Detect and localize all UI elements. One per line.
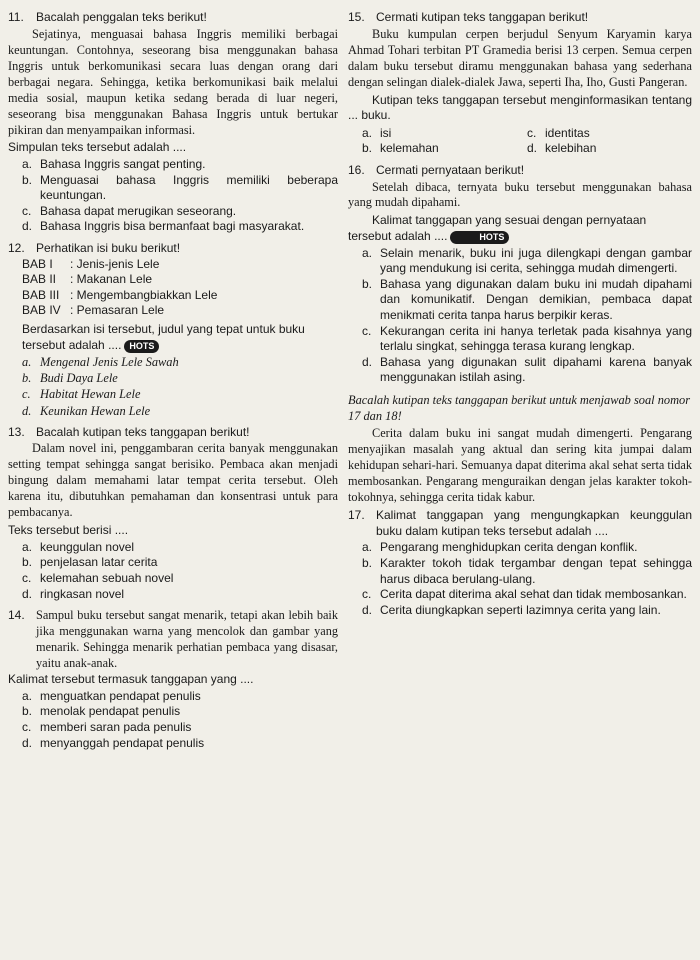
question-number: 13. <box>8 424 25 439</box>
option-c[interactable]: c. Habitat Hewan Lele <box>22 387 141 402</box>
option-b[interactable]: b. Menguasai bahasa Inggris memiliki beberapa keuntungan. <box>22 172 338 203</box>
bab-row: BAB I : Jenis-jenis Lele <box>22 256 160 271</box>
option-b[interactable]: b. kelemahan <box>362 141 439 156</box>
option-a[interactable]: a. isi <box>362 125 392 140</box>
options <box>22 157 338 235</box>
question-number: 16. <box>348 162 365 177</box>
option-c[interactable]: c. kelemahan sebuah novel <box>22 571 174 585</box>
question-text: Kalimat tanggapan yang mengungkapkan keunggulan buku dalam kutipan teks tersebut adalah .... <box>376 508 692 538</box>
hots-badge: HOTS <box>450 231 509 244</box>
option-a[interactable]: a. Bahasa Inggris sangat penting. <box>22 157 206 172</box>
question-number: 15. <box>348 10 365 24</box>
question-prompt: Bacalah penggalan teks berikut! <box>36 10 207 24</box>
option-d[interactable]: d. menyanggah pendapat penulis <box>22 735 205 750</box>
question-text: Teks tersebut berisi .... <box>8 523 129 538</box>
options <box>22 540 338 602</box>
bab-row: BAB II : Makanan Lele <box>22 272 153 287</box>
options <box>22 689 338 751</box>
options <box>362 246 692 386</box>
question-prompt: Cermati pernyataan berikut! <box>376 162 525 177</box>
option-b[interactable]: b. Karakter tokoh tidak tergambar dengan tepat sehingga harus dibaca berulang-ulang. <box>362 555 692 586</box>
option-c[interactable]: c. memberi saran pada penulis <box>22 719 192 734</box>
question-prompt: Cermati kutipan teks tanggapan berikut! <box>376 10 589 24</box>
question-text: Berdasarkan isi tersebut, judul yang tepat untuk buku tersebut adalah .... HOTS <box>22 322 305 352</box>
question-number: 14. <box>8 608 25 623</box>
option-b[interactable]: b. menolak pendapat penulis <box>22 704 181 719</box>
shared-passage: Cerita dalam buku ini sangat mudah dimengerti. Pengarang menyajikan masalah yang aktual dan sering kita jumpai dalam kehidupan sehari-hari. Semuanya dapat diterima akal sehat serta tidak membosankan. Pengarang menguraikan dengan jelas karakter tokoh-tokohnya, sehingga cerita tidak kabur. <box>348 426 692 505</box>
options <box>362 540 692 618</box>
hots-badge: HOTS <box>124 340 159 353</box>
option-c[interactable]: c. Kekurangan cerita ini hanya terletak pada kisahnya yang terlalu singkat, sehingga terasa kurang lengkap. <box>362 323 692 354</box>
left-column <box>8 10 338 757</box>
option-a[interactable]: a. menguatkan pendapat penulis <box>22 688 201 703</box>
option-a[interactable]: a. Pengarang menghidupkan cerita dengan konflik. <box>362 540 638 555</box>
option-c[interactable]: c. Cerita dapat diterima akal sehat dan tidak membosankan. <box>362 587 687 602</box>
option-d[interactable]: d. kelebihan <box>527 141 597 156</box>
option-a[interactable]: a. keunggulan novel <box>22 539 135 554</box>
option-d[interactable]: d. Bahasa yang digunakan sulit dipahami karena banyak menggunakan istilah asing. <box>362 354 692 385</box>
question-text: Kutipan teks tanggapan tersebut menginformasikan tentang ... buku. <box>348 92 692 123</box>
question-prompt: Bacalah kutipan teks tanggapan berikut! <box>36 424 250 439</box>
question-text: Simpulan teks tersebut adalah .... <box>8 140 187 155</box>
question-15 <box>348 10 692 157</box>
bab-row: BAB III : Mengembangbiakkan Lele <box>22 287 218 302</box>
option-d[interactable]: d. ringkasan novel <box>22 586 125 601</box>
passage: Sejatinya, menguasai bahasa Inggris memiliki berbagai keuntungan. Contohnya, seseorang bisa menggunakan bahasa Inggris untuk berkomunikasi secara luas dengan orang dari berbagai negara. Sehingga, ketika berkomunikasi baik melalui media sosial, maupun ketika sedang berada di luar negeri, seseorang bisa menggunakan Bahasa Inggris untuk bertukar pikiran dan menyampaikan informasi. <box>8 26 338 137</box>
options <box>362 126 692 157</box>
option-b[interactable]: b. Bahasa yang digunakan dalam buku ini mudah dipahami dan komunikatif. Dengan demikian, pembaca dapat menikmati cerita tanpa harus berpikir keras. <box>362 276 692 323</box>
question-number: 17. <box>348 508 365 523</box>
question-14 <box>8 608 338 751</box>
passage: Buku kumpulan cerpen berjudul Senyum Karyamin karya Ahmad Tohari terbitan PT Gramedia berisi 13 cerpen. Semua cerpen dalam buku tersebut diramu menggunakan bahasa yang sederhana dengan selingan dialek-dialek Jawa, seperti Iha, Iho, Gusti Pangeran. <box>348 26 692 89</box>
passage: Sampul buku tersebut sangat menarik, tetapi akan lebih baik jika menggunakan warna yang mencolok dan gambar yang menarik. Sehingga menarik perhatian pembaca yang disasar, yaitu anak-anak. <box>36 608 338 671</box>
instruction: Bacalah kutipan teks tanggapan berikut untuk menjawab soal nomor 17 dan 18! <box>348 393 691 424</box>
question-number: 11. <box>8 10 24 24</box>
passage: Dalam novel ini, penggambaran cerita banyak menggunakan setting tempat sehingga sangat berisiko. Pembaca akan menjadi bingung dalam memahami latar tempat cerita tersebut. Oleh karena itu, dibutuhkan pemahaman dan konsentrasi untuk para pembacanya. <box>8 441 338 520</box>
right-column <box>348 10 692 624</box>
option-a[interactable]: a. Mengenal Jenis Lele Sawah <box>22 355 179 370</box>
option-b[interactable]: b. penjelasan latar cerita <box>22 555 158 570</box>
question-16 <box>348 163 692 386</box>
option-c[interactable]: c. identitas <box>527 125 590 140</box>
question-12 <box>8 241 338 419</box>
option-c[interactable]: c. Bahasa dapat merugikan seseorang. <box>22 203 237 218</box>
option-a[interactable]: a. Selain menarik, buku ini juga dilengkapi dengan gambar yang mendukung isi cerita, sehingga mudah dimengerti. <box>362 245 692 276</box>
option-d[interactable]: d. Bahasa Inggris bisa bermanfaat bagi masyarakat. <box>22 219 305 234</box>
question-number: 12. <box>8 241 25 256</box>
bab-row: BAB IV : Pemasaran Lele <box>22 303 165 318</box>
option-d[interactable]: d. Cerita diungkapkan seperti lazimnya cerita yang lain. <box>362 602 661 617</box>
question-17 <box>348 508 692 618</box>
question-13 <box>8 425 338 602</box>
question-text: Kalimat tersebut termasuk tanggapan yang .... <box>8 672 254 687</box>
book-contents <box>22 257 338 319</box>
question-prompt: Perhatikan isi buku berikut! <box>36 241 181 256</box>
option-d[interactable]: d. Keunikan Hewan Lele <box>22 403 151 418</box>
question-text: Kalimat tanggapan yang sesuai dengan pernyataan tersebut adalah .... HOTS <box>348 213 647 244</box>
option-b[interactable]: b. Budi Daya Lele <box>22 371 118 386</box>
passage: Setelah dibaca, ternyata buku tersebut menggunakan bahasa yang mudah dipahami. <box>348 179 692 210</box>
options <box>22 354 338 419</box>
question-11 <box>8 10 338 235</box>
